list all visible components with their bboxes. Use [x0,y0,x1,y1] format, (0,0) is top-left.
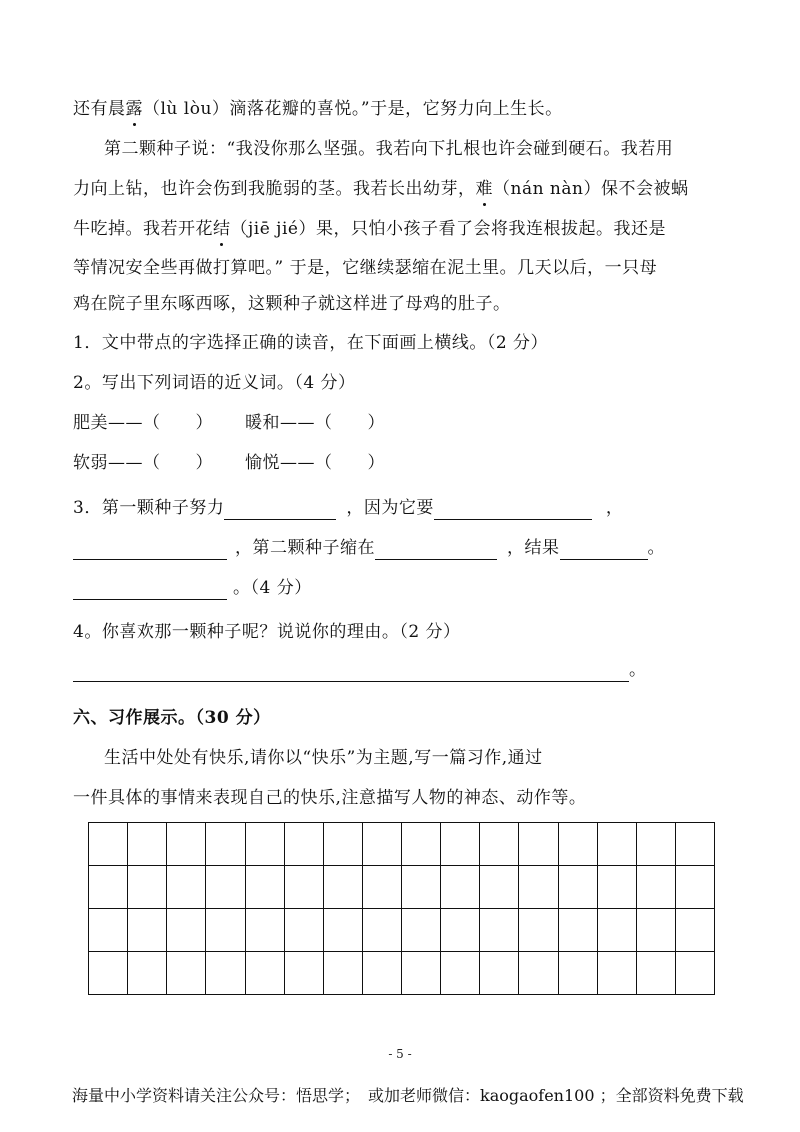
grid-cell[interactable] [637,823,676,866]
grid-cell[interactable] [637,866,676,909]
passage-line-4 [73,217,666,241]
question-4-answer-line [73,658,647,682]
passage-text: （jiē jié）果，只怕小孩子看了会将我连根拔起。我还是 [230,219,666,239]
grid-cell[interactable] [324,952,363,995]
dotted-char: 露 [125,99,143,119]
question-text: ， [605,498,624,518]
grid-cell[interactable] [402,866,441,909]
footer-note: 海量中小学资料请关注公众号：悟思学； 或加老师微信：kaogaofen100 ；全部资料免费下载 [72,1086,744,1105]
grid-cell[interactable] [676,823,715,866]
grid-cell[interactable] [285,866,324,909]
writing-grid[interactable] [88,822,715,995]
passage-text: 力向上钻，也许会伤到我脆弱的茎。我若长出幼芽， [73,179,476,199]
dotted-char: 难 [475,179,493,199]
passage-line-2: 第二颗种子说：“我没你那么坚强。我若向下扎根也许会碰到硬石。我若用 [104,139,674,159]
grid-cell[interactable] [598,909,637,952]
passage-line-6: 鸡在院子里东啄西啄，这颗种子就这样进了母鸡的肚子。 [73,294,511,314]
grid-cell[interactable] [480,823,519,866]
synonym-item: 暖和——（ ） [245,413,385,433]
synonym-item: 肥美——（ ） [73,413,213,433]
grid-cell[interactable] [246,866,285,909]
grid-cell[interactable] [402,823,441,866]
passage-line-3 [73,177,688,201]
grid-cell[interactable] [167,952,206,995]
question-2: 2。写出下列词语的近义词。（4 分） [73,373,356,393]
grid-cell[interactable] [559,866,598,909]
grid-cell[interactable] [441,823,480,866]
grid-cell[interactable] [598,823,637,866]
question-text: 。 [629,660,647,680]
grid-cell[interactable] [676,952,715,995]
section-6-prompt-1: 生活中处处有快乐,请你以“快乐”为主题,写一篇习作,通过 [104,748,543,768]
grid-cell[interactable] [637,909,676,952]
synonym-item: 软弱——（ ） [73,453,213,473]
grid-cell[interactable] [167,909,206,952]
grid-cell[interactable] [676,866,715,909]
grid-cell[interactable] [167,823,206,866]
grid-cell[interactable] [285,952,324,995]
answer-blank[interactable] [73,539,227,560]
grid-cell[interactable] [128,909,167,952]
grid-cell[interactable] [441,952,480,995]
answer-blank[interactable] [375,539,497,560]
grid-cell[interactable] [324,909,363,952]
grid-cell[interactable] [89,952,128,995]
grid-cell[interactable] [480,952,519,995]
grid-cell[interactable] [206,952,245,995]
question-text: 3．第一颗种子努力 [73,498,225,518]
grid-cell[interactable] [363,866,402,909]
grid-cell[interactable] [441,909,480,952]
grid-cell[interactable] [480,909,519,952]
grid-cell[interactable] [676,909,715,952]
grid-cell[interactable] [559,909,598,952]
question-text: ，因为它要 [346,498,434,518]
grid-cell[interactable] [402,952,441,995]
question-4: 4。你喜欢那一颗种子呢？说说你的理由。（2 分） [73,622,461,642]
grid-cell[interactable] [598,952,637,995]
grid-cell[interactable] [363,952,402,995]
answer-blank[interactable] [73,661,629,682]
dotted-char: 结 [213,219,231,239]
synonym-row-1 [73,411,385,435]
answer-blank[interactable] [434,499,592,520]
grid-cell[interactable] [128,952,167,995]
grid-cell[interactable] [519,952,558,995]
passage-line-5: 等情况安全些再做打算吧。” 于是，它继续瑟缩在泥土里。几天以后，一只母 [73,258,658,278]
grid-cell[interactable] [363,823,402,866]
synonym-item: 愉悦——（ ） [245,453,385,473]
answer-blank[interactable] [224,499,336,520]
grid-cell[interactable] [128,866,167,909]
question-text: 。（4 分） [233,578,312,598]
question-3-line-1 [73,496,623,520]
grid-cell[interactable] [246,823,285,866]
grid-cell[interactable] [89,866,128,909]
synonym-row-2 [73,451,385,475]
grid-cell[interactable] [246,909,285,952]
passage-text: （nán nàn）保不会被蜗 [493,179,689,199]
grid-cell[interactable] [89,823,128,866]
grid-cell[interactable] [363,909,402,952]
passage-text: 牛吃掉。我若开花 [73,219,213,239]
grid-cell[interactable] [637,952,676,995]
grid-cell[interactable] [206,909,245,952]
question-text: 。 [647,538,665,558]
grid-cell[interactable] [402,909,441,952]
grid-cell[interactable] [559,952,598,995]
grid-cell[interactable] [441,866,480,909]
grid-cell[interactable] [206,823,245,866]
question-3-line-2 [73,536,665,560]
grid-cell[interactable] [519,909,558,952]
grid-cell[interactable] [128,823,167,866]
grid-cell[interactable] [480,866,519,909]
passage-text: （lù lòu）滴落花瓣的喜悦。”于是，它努力向上生长。 [143,99,563,119]
question-text: ，第二颗种子缩在 [235,538,375,558]
grid-cell[interactable] [324,823,363,866]
answer-blank[interactable] [73,579,227,600]
answer-blank[interactable] [560,539,648,560]
grid-cell[interactable] [324,866,363,909]
page-number: - 5 - [388,1047,412,1061]
grid-cell[interactable] [559,823,598,866]
passage-line-1 [73,97,563,121]
question-text: ，结果 [507,538,560,558]
passage-text: 还有晨 [73,99,126,119]
grid-cell[interactable] [246,952,285,995]
question-1: 1．文中带点的字选择正确的读音，在下面画上横线。（2 分） [73,333,549,353]
grid-cell[interactable] [285,909,324,952]
grid-cell[interactable] [519,866,558,909]
grid-cell[interactable] [285,823,324,866]
grid-cell[interactable] [598,866,637,909]
question-3-line-3 [73,576,312,600]
grid-cell[interactable] [89,909,128,952]
section-6-title: 六、习作展示。（30 分） [73,708,271,728]
grid-cell[interactable] [519,823,558,866]
grid-cell[interactable] [206,866,245,909]
grid-cell[interactable] [167,866,206,909]
section-6-prompt-2: 一件具体的事情来表现自己的快乐,注意描写人物的神态、动作等。 [73,788,587,808]
